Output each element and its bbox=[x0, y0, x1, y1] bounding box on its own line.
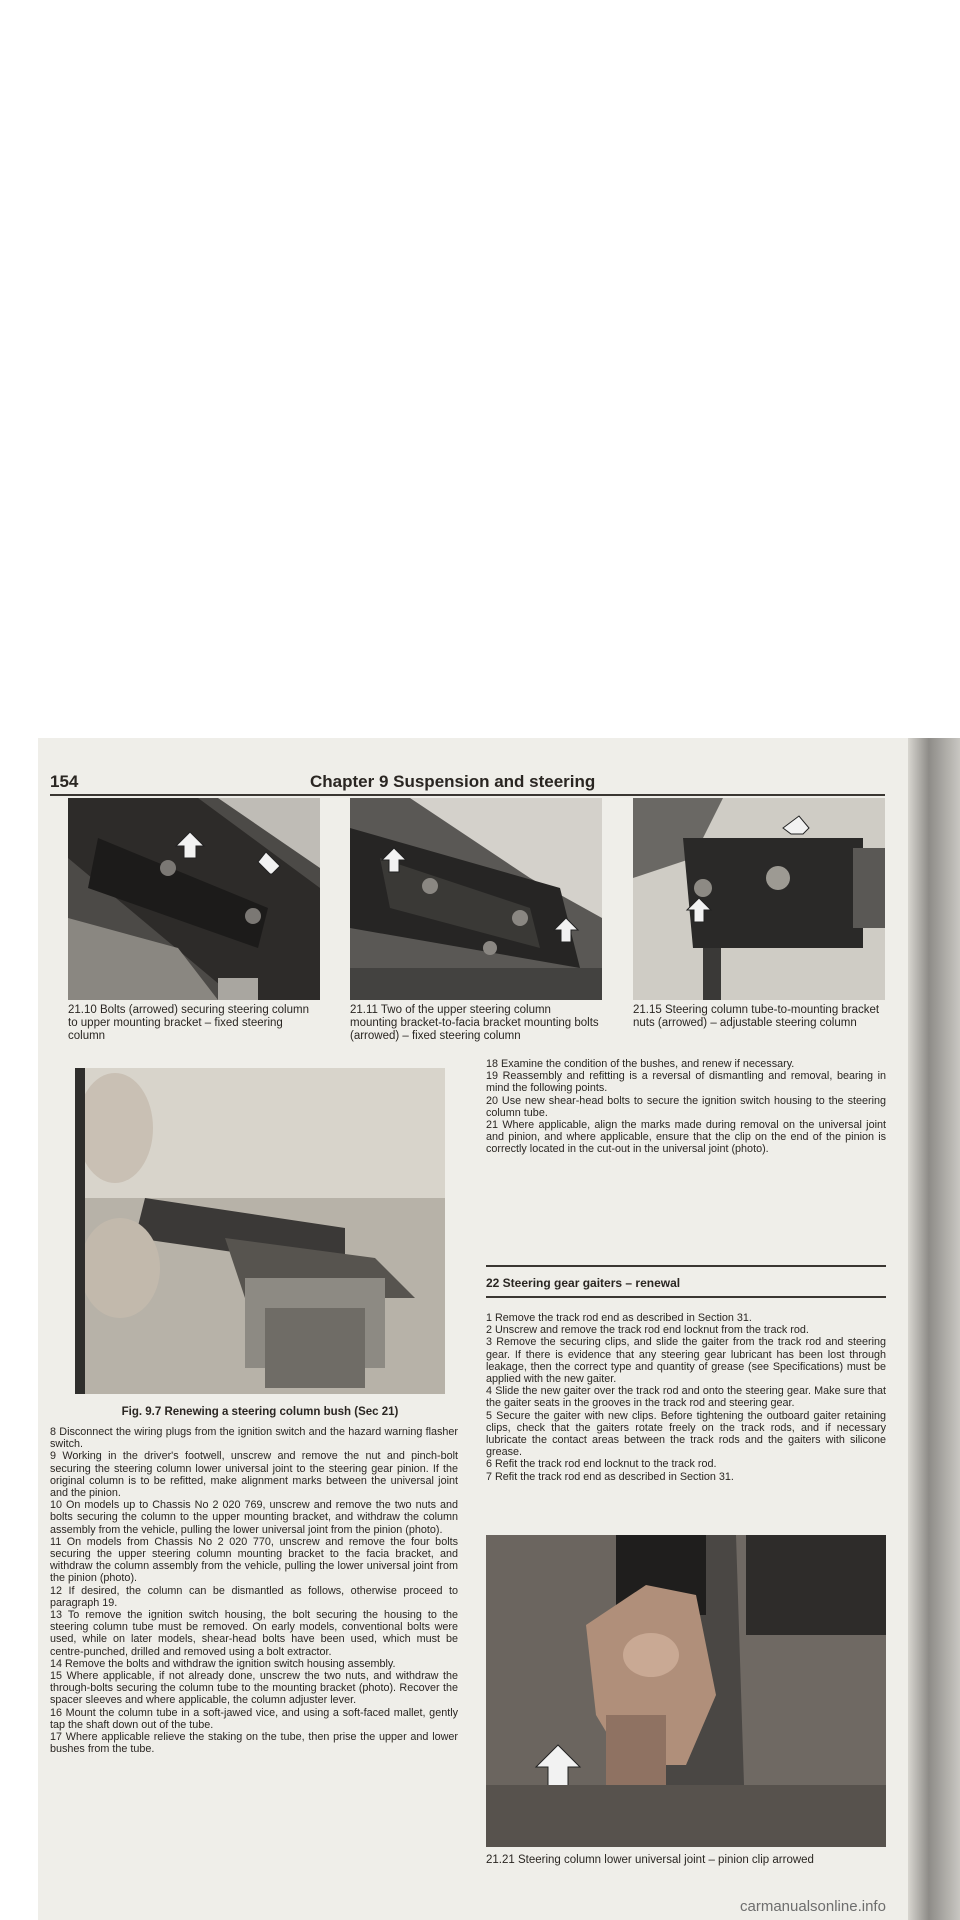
header-rule bbox=[50, 794, 885, 796]
paragraph: 8 Disconnect the wiring plugs from the ignition switch and the hazard warning flasher switch. bbox=[50, 1426, 458, 1451]
section-22-text bbox=[486, 1312, 886, 1483]
paragraph: 3 Remove the securing clips, and slide the gaiter from the track rod and steering gear. If there is evidence that any steering gear lubricant has been lost through leakage, then the correct type and quantity of grease (see Specifications) must be applied with the new gaiter. bbox=[486, 1336, 886, 1386]
section-rule-top bbox=[486, 1265, 886, 1267]
paragraph: 6 Refit the track rod end locknut to the track rod. bbox=[486, 1458, 717, 1471]
watermark: carmanualsonline.info bbox=[740, 1898, 886, 1915]
chapter-title: Chapter 9 Suspension and steering bbox=[310, 772, 596, 791]
photo-bracket-bolts bbox=[68, 798, 320, 1000]
page-edge-shadow bbox=[908, 738, 960, 1920]
paragraph: 14 Remove the bolts and withdraw the ignition switch housing assembly. bbox=[50, 1657, 396, 1670]
page-number: 154 bbox=[50, 772, 79, 791]
paragraph: 9 Working in the driver's footwell, unscrew and remove the nut and pinch-bolt securing the steering column lower universal joint to the steering gear pinion. If the original column is to be refitted, make alignment marks between the universal joint and the pinion. bbox=[50, 1450, 458, 1500]
paragraph: 7 Refit the track rod end as described in Section 31. bbox=[486, 1470, 734, 1483]
right-text-column-top bbox=[486, 1058, 886, 1156]
paragraph: 13 To remove the ignition switch housing, the bolt securing the housing to the steering column tube must be removed. On early models, conventional bolts were used, while on later models, shear-head bolts have been used, which must be centre-punched, drilled and removed using a bolt extractor. bbox=[50, 1609, 458, 1658]
section-rule-bottom bbox=[486, 1296, 886, 1298]
left-text-column bbox=[50, 1426, 458, 1755]
figure-caption: Fig. 9.7 Renewing a steering column bush (Sec 21) bbox=[121, 1406, 399, 1418]
paragraph: 20 Use new shear-head bolts to secure the ignition switch housing to the steering column tube. bbox=[486, 1094, 886, 1119]
paragraph: 10 On models up to Chassis No 2 020 769, unscrew and remove the two nuts and bolts securing the column to the upper mounting bracket, and withdraw the column assembly from the vehicle, pulling the lower universal joint from the pinion (photo). bbox=[50, 1499, 458, 1536]
photo-caption-21-11: 21.11 Two of the upper steering column mounting bracket-to-facia bracket mounting bolts (arrowed) – fixed steering column bbox=[350, 1004, 599, 1042]
paragraph: 12 If desired, the column can be dismantled as follows, otherwise proceed to paragraph 19. bbox=[50, 1584, 458, 1609]
paragraph: 2 Unscrew and remove the track rod end locknut from the track rod. bbox=[486, 1324, 809, 1337]
paragraph: 18 Examine the condition of the bushes, and renew if necessary. bbox=[486, 1058, 795, 1070]
photo-adjustable-column bbox=[633, 798, 885, 1000]
paragraph: 15 Where applicable, if not already done, unscrew the two nuts, and withdraw the through-bolts securing the column tube to the mounting bracket (photo). Recover the spacer sleeves and where applicable, the column adjuster lever. bbox=[50, 1670, 458, 1707]
paragraph: 17 Where applicable relieve the staking on the tube, then prise the upper and lower bushes from the tube. bbox=[50, 1731, 458, 1756]
paragraph: 19 Reassembly and refitting is a reversal of dismantling and removal, bearing in mind the following points. bbox=[486, 1070, 886, 1095]
paragraph: 21 Where applicable, align the marks made during removal on the universal joint and pinion, and where applicable, ensure that the clip on the end of the pinion is correctly located in the cut-out in the universal joint (photo). bbox=[486, 1119, 886, 1156]
figure-steering-column-bush bbox=[75, 1068, 445, 1394]
paragraph: 16 Mount the column tube in a soft-jawed vice, and using a soft-faced mallet, gently tap the shaft down out of the tube. bbox=[50, 1706, 458, 1731]
paragraph: 1 Remove the track rod end as described in Section 31. bbox=[486, 1312, 752, 1324]
paragraph: 4 Slide the new gaiter over the track rod and onto the steering gear. Make sure that the gaiter seats in the grooves in the track rod and steering gear. bbox=[486, 1385, 886, 1410]
photo-caption-21-21: 21.21 Steering column lower universal joint – pinion clip arrowed bbox=[486, 1854, 814, 1866]
photo-caption-21-10: 21.10 Bolts (arrowed) securing steering column to upper mounting bracket – fixed steering column bbox=[68, 1004, 309, 1042]
paragraph: 5 Secure the gaiter with new clips. Before tightening the outboard gaiter retaining clips, check that the gaiters rotate freely on the track rods, and if necessary lubricate the contact areas between the track rods and the gaiters with silicone grease. bbox=[486, 1409, 886, 1459]
photo-caption-21-15: 21.15 Steering column tube-to-mounting bracket nuts (arrowed) – adjustable steering column bbox=[633, 1004, 880, 1029]
section-heading: 22 Steering gear gaiters – renewal bbox=[486, 1276, 681, 1290]
photo-mounting-bolts bbox=[350, 798, 602, 1000]
paragraph: 11 On models from Chassis No 2 020 770, unscrew and remove the four bolts securing the upper steering column mounting bracket to the facia bracket, and withdraw the column assembly from the vehicle, pulling the lower universal joint from the pinion (photo). bbox=[50, 1535, 458, 1585]
photo-universal-joint bbox=[486, 1535, 886, 1847]
